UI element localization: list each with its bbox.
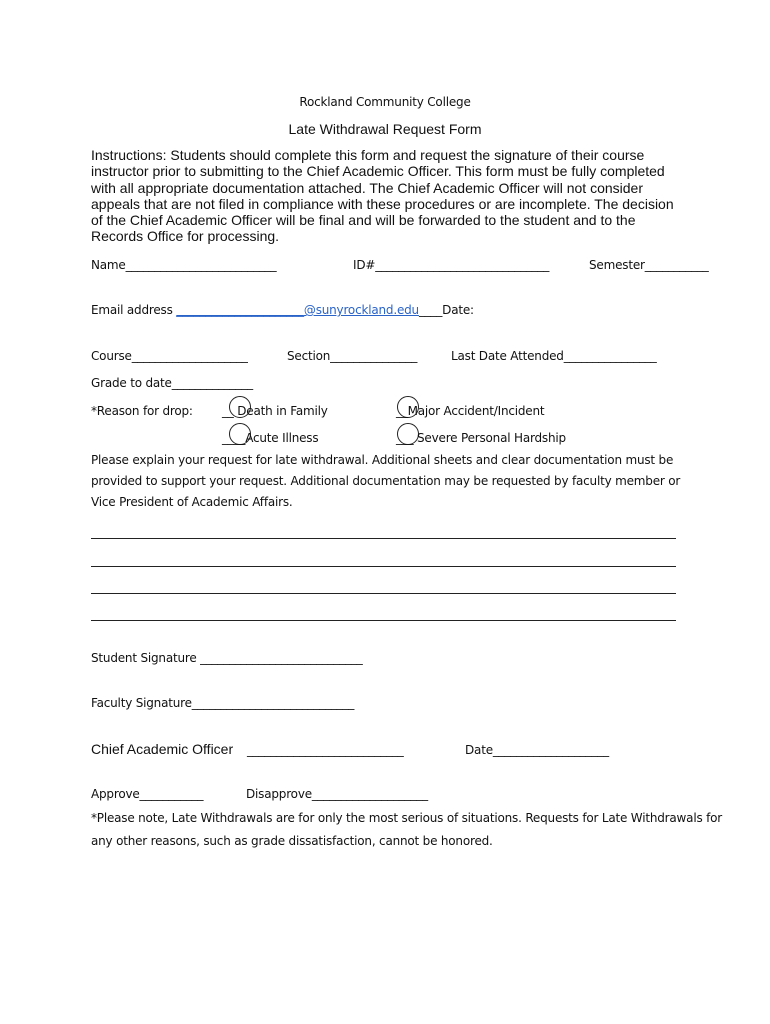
instructions-line: appeals that are not filed in compliance with these procedures or are incomplete. The decision [91,195,674,212]
approve-field[interactable]: Approve___________ [91,787,204,801]
section-field[interactable]: Section_______________ [287,349,418,363]
faculty-signature-field[interactable]: Faculty Signature____________________________ [91,696,355,710]
instructions-line: of the Chief Academic Officer will be final and will be forwarded to the student and to the [91,212,636,229]
explanation-blank-line[interactable] [91,566,676,567]
reason-label: *Reason for drop: [91,404,193,418]
explanation-line: Vice President of Academic Affairs. [91,495,293,509]
date-field[interactable]: ____Date: [418,303,474,317]
form-title: Late Withdrawal Request Form [288,121,482,137]
reason-severe-hardship: ___ Severe Personal Hardship [396,431,566,445]
email-label: Email address [91,303,173,317]
instructions-line: Instructions: Students should complete this form and request the signature of their course [91,147,645,163]
semester-field[interactable]: Semester___________ [589,258,709,272]
note-line: any other reasons, such as grade dissatisfaction, cannot be honored. [91,834,493,848]
cao-signature-field[interactable]: ___________________________ [247,743,404,757]
reason-death-in-family: __ Death in Family [222,404,328,418]
instructions-line: with all appropriate documentation attached. The Chief Academic Officer will not consider [91,179,644,196]
disapprove-field[interactable]: Disapprove____________________ [246,787,428,801]
grade-to-date-field[interactable]: Grade to date______________ [91,376,253,390]
cao-label: Chief Academic Officer [91,741,234,757]
email-row [91,303,474,317]
instructions-line: instructor prior to submitting to the Chief Academic Officer. This form must be fully completed [91,163,665,180]
note-line: *Please note, Late Withdrawals are for only the most serious of situations. Requests for Late Withdrawals for [91,811,723,825]
instructions-line: Records Office for processing. [91,228,280,245]
email-domain-link[interactable]: @sunyrockland.edu [303,303,419,317]
instructions [91,147,691,245]
last-date-attended-field[interactable]: Last Date Attended________________ [451,349,657,363]
explanation-text [91,450,731,513]
email-blank[interactable]: ______________________ [176,303,304,317]
reason-major-accident: __Major Accident/Incident [396,404,545,418]
explanation-blank-line[interactable] [91,593,676,594]
explanation-blank-line[interactable] [91,620,676,621]
explanation-line: provided to support your request. Additional documentation may be requested by faculty member or [91,474,681,488]
explanation-line: Please explain your request for late withdrawal. Additional sheets and clear documentation must be [91,453,674,467]
cao-date-field[interactable]: Date____________________ [465,743,609,757]
explanation-blank-line[interactable] [91,538,676,539]
college-name: Rockland Community College [299,95,471,109]
student-signature-field[interactable]: Student Signature ____________________________ [91,651,363,665]
course-field[interactable]: Course____________________ [91,349,248,363]
student-id-field[interactable]: ID#______________________________ [353,258,550,272]
note-text [91,807,731,853]
reason-acute-illness: ____Acute Illness [222,431,319,445]
name-field[interactable]: Name__________________________ [91,258,277,272]
